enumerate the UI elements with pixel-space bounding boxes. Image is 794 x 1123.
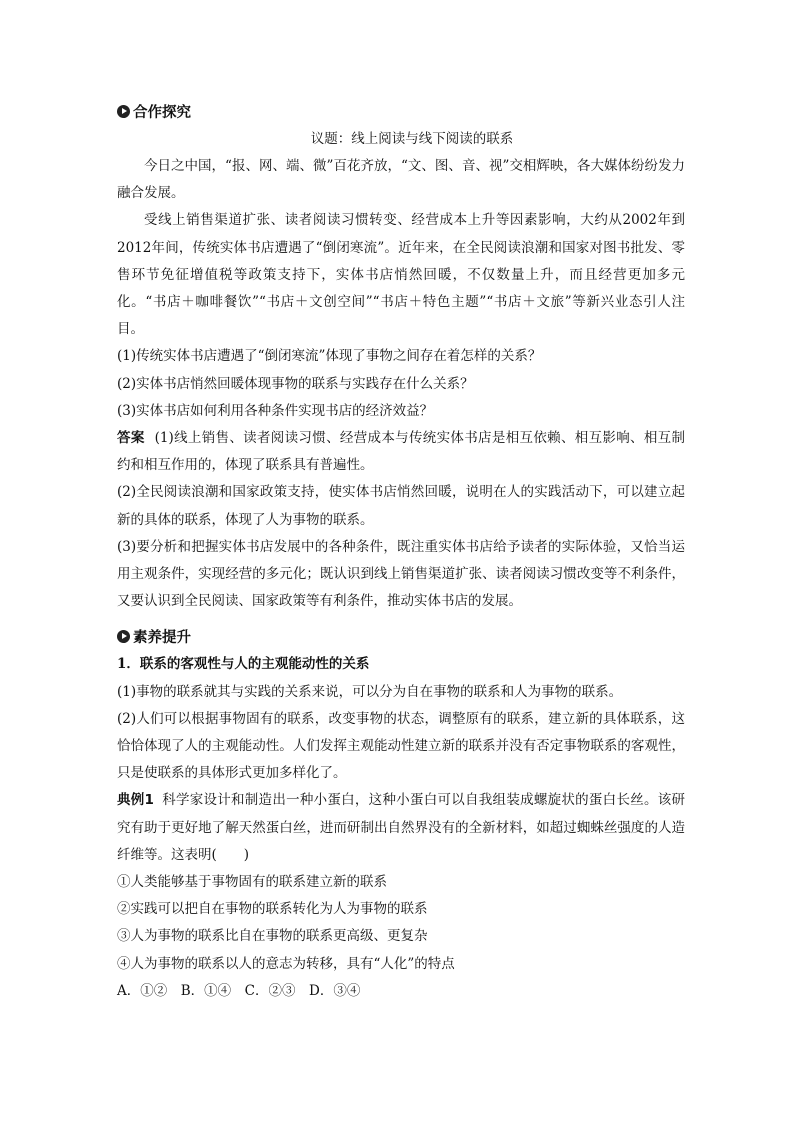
answer-3: (3)要分析和把握实体书店发展中的各种条件，既注重实体书店给予读者的实际体验，又恰当运用主观条件，实现经营的多元化；既认识到线上销售渠道扩张、读者阅读习惯改变等不利条件，又要认识到全民阅读、国家政策等有利条件，推动实体书店的发展。 — [117, 538, 685, 610]
option-4: ④人为事物的联系以人的意志为转移，具有“人化”的特点 — [117, 955, 455, 972]
question-3: (3)实体书店如何利用各种条件实现书店的经济效益？ — [117, 402, 434, 419]
option-1: ①人类能够基于事物固有的联系建立新的联系 — [117, 874, 387, 891]
section-heading-literacy-improvement — [117, 623, 685, 649]
example-1 — [117, 787, 685, 869]
answer-1 — [117, 425, 685, 479]
section-heading-text: 素养提升 — [133, 629, 191, 646]
section-heading-cooperative-inquiry — [117, 98, 685, 124]
topic-title: 议题：线上阅读与线下阅读的联系 — [310, 131, 514, 147]
example-label: 典例1 — [117, 792, 154, 809]
background-paragraph: 受线上销售渠道扩张、读者阅读习惯转变、经营成本上升等因素影响，大约从2002年到2012年间，传统实体书店遭遇了“倒闭寒流”。近年来，在全民阅读浪潮和国家对图书批发、零售环节免征增值税等政策支持下，实体书店悄然回暖，不仅数量上升，而且经营更加多元化。“书店＋咖啡餐饮”“书店＋文创空间”“书店＋特色主题”“书店＋文旅”等新兴业态引人注目。 — [117, 212, 685, 338]
answer-2: (2)全民阅读浪潮和国家政策支持，使实体书店悄然回暖，说明在人的实践活动下，可以建立起新的具体的联系，体现了人为事物的联系。 — [117, 484, 685, 528]
play-circle-icon — [117, 630, 130, 643]
document-page — [117, 98, 685, 1005]
intro-paragraph: 今日之中国，“报、网、端、微”百花齐放，“文、图、音、视”交相辉映，各大媒体纷纷发力融合发展。 — [117, 158, 685, 202]
answer-1-text: (1)线上销售、读者阅读习惯、经营成本与传统实体书店是相互依赖、相互影响、相互制约和相互作用的，体现了联系具有普遍性。 — [117, 430, 686, 474]
point-title: 1．联系的客观性与人的主观能动性的关系 — [117, 656, 370, 673]
section-heading-text: 合作探究 — [133, 104, 191, 121]
option-2: ②实践可以把自在事物的联系转化为人为事物的联系 — [117, 901, 428, 918]
question-2: (2)实体书店悄然回暖体现事物的联系与实践存在什么关系？ — [117, 375, 474, 392]
point-2: (2)人们可以根据事物固有的联系，改变事物的状态，调整原有的联系，建立新的具体联系，这恰恰体现了人的主观能动性。人们发挥主观能动性建立新的联系并没有否定事物联系的客观性，只是使联系的具体形式更加多样化了。 — [117, 710, 685, 782]
answer-label: 答案 — [117, 430, 145, 447]
play-circle-icon — [117, 105, 130, 118]
question-1: (1)传统实体书店遭遇了“倒闭寒流”体现了事物之间存在着怎样的关系？ — [117, 348, 542, 365]
answer-choices: A．①② B．①④ C．②③ D．③④ — [117, 982, 361, 999]
option-3: ③人为事物的联系比自在事物的联系更高级、更复杂 — [117, 928, 428, 945]
point-1: (1)事物的联系就其与实践的关系来说，可以分为自在事物的联系和人为事物的联系。 — [117, 683, 623, 700]
example-text: 科学家设计和制造出一种小蛋白，这种小蛋白可以自我组装成螺旋状的蛋白长丝。该研究有助于更好地了解天然蛋白丝，进而研制出自然界没有的全新材料，如超过蜘蛛丝强度的人造纤维等。这表明( ) — [117, 792, 686, 863]
